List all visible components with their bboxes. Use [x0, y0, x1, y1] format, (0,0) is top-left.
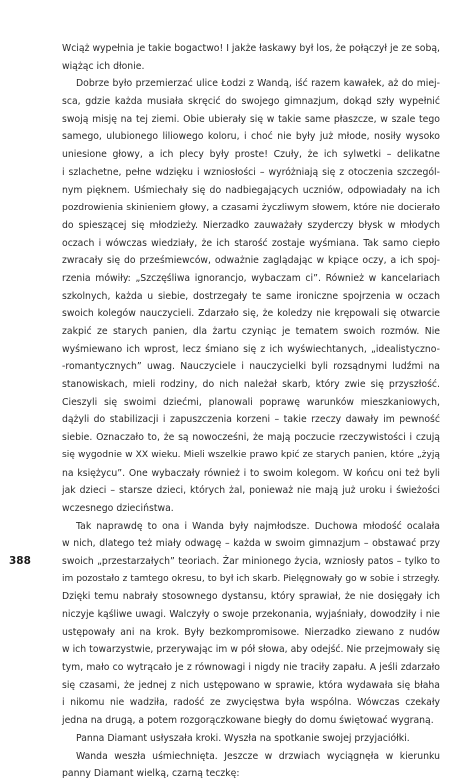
text-line: -romantycznych” uwag. Nauczyciele i nauczycielki byli rozsądnymi ludźmi na	[62, 361, 440, 373]
text-line: uniesione głowy, a ich plecy były proste! Czuły, że ich sylwetki – delikatne	[62, 149, 440, 161]
text-line: Dobrze było przemierzać ulice Łodzi z Wandą, iść razem kawałek, aż do miej-	[76, 78, 440, 90]
text-line: się wygodnie w XX wieku. Mieli wszelkie prawo kpić ze starych panien, które „żyją	[62, 449, 440, 460]
text-line: pozdrowienia skinieniem głowy, a czasami życzliwym słowem, które nie docierało	[62, 202, 440, 214]
text-line: oczach i wówczas wiedziały, że ich starość zostaje wyśmiana. Tak samo ciepło	[62, 237, 440, 249]
text-line: rzenia mówiły: „Szczęśliwa ignorancjo, wybaczam ci”. Również w kancelariach	[62, 272, 440, 284]
text-line: w ich towarzystwie, przerywając im w pół słowa, aby odejść. Nie przejmowały się	[62, 644, 440, 656]
book-page-text	[62, 40, 440, 783]
text-line: jedna na drugą, a potem rozgorączkowane biegły do domu świętować wygraną.	[62, 715, 434, 727]
text-line: wyśmiewano ich wprost, lecz śmiano się z ich wyświechtanych, „idealistyczno-	[62, 343, 440, 355]
text-line: samego, ulubionego liliowego koloru, i choć nie były już młode, nosiły wysoko	[62, 131, 440, 143]
text-line: wczesnego dzieciństwa.	[62, 502, 174, 514]
text-line: do spieszącej się młodzieży. Nierzadko zauważały szyderczy błysk w młodych	[62, 219, 440, 231]
text-line: tym, mało co wytrącało je z równowagi i nigdy nie traciły zapału. A jeśli zdarzało	[62, 662, 440, 674]
text-line: stanowiskach, mieli rodziny, do nich należał skarb, który zwie się przyszłość.	[62, 379, 440, 391]
text-line: szkolnych, każda u siebie, dostrzegały te same ironiczne spojrzenia w oczach	[62, 290, 440, 302]
text-line: wiążąc ich dłonie.	[62, 60, 145, 72]
text-line: zakpić ze starych panien, dla żartu czyniąc je tematem swoich rozmów. Nie	[62, 326, 440, 337]
text-line: im pozostało z tamtego okresu, to był ich skarb. Pielęgnowały go w sobie i strzegły.	[62, 573, 440, 584]
text-line: dążyli do stabilizacji i zapuszczenia korzeni – takie rzeczy dawały im pewność	[62, 414, 440, 426]
text-line: siebie. Oznaczało to, że są nowocześni, że mają poczucie rzeczywistości i czują	[62, 432, 440, 444]
text-line: w nich, dlatego też miały odwagę – każda w swoim gimnazjum – obstawać przy	[62, 538, 440, 550]
text-line: jak dzieci – starsze dzieci, których żal, ponieważ nie mają już uroku i świeżości	[62, 485, 440, 497]
text-line: Panna Diamant usłyszała kroki. Wyszła na spotkanie swojej przyjaciółki.	[76, 732, 410, 744]
text-line: i nikomu nie wadziła, radość ze zwycięstwa była wspólna. Wówczas czekały	[62, 697, 440, 709]
text-line: na księżycu”. One wybaczały również i to swoim kolegom. W końcu oni też byli	[62, 467, 440, 479]
text-line: Wciąż wypełnia je takie bogactwo! I jakże łaskawy był los, że połączył je ze sobą,	[62, 43, 440, 54]
text-line: zwracały się do prześmiewców, odważnie zaglądając w kpiące oczy, a ich spoj-	[62, 255, 440, 267]
text-line: się czasami, że jednej z nich ustępowano w sprawie, która wydawała się błaha	[62, 679, 440, 691]
text-line: swoich „przestarzałych” teoriach. Żar minionego życia, wzniosły patos – tylko to	[62, 555, 440, 567]
text-line: panny Diamant wielką, czarną teczkę:	[62, 768, 240, 780]
text-line: sca, gdzie każda musiała skręcić do swojego gimnazjum, dokąd szły wypełnić	[62, 96, 440, 108]
text-line: nym pięknem. Uśmiechały się do nadbiegających uczniów, odpowiadały na ich	[62, 184, 440, 196]
text-line: i szlachetne, pełne wdzięku i wzniosłości – wyróżniają się z otoczenia szczegól-	[62, 166, 440, 178]
text-line: Wanda weszła uśmiechnięta. Jeszcze w drzwiach wyciągnęła w kierunku	[76, 750, 440, 762]
text-line: niczyje kąśliwe uwagi. Walczyły o swoje przekonania, wyjaśniały, dowodziły i nie	[62, 609, 440, 620]
text-line: swoich kolegów nauczycieli. Zdarzało się, że koledzy nie krępowali się otwarcie	[62, 308, 440, 320]
text-line: Cieszyli się swoimi dziećmi, planowali poprawę warunków mieszkaniowych,	[62, 396, 440, 408]
text-line: swoją misję na tej ziemi. Obie ubierały się w takie same płaszcze, w szale tego	[62, 113, 440, 125]
text-line: ustępowały ani na krok. Były bezkompromisowe. Nierzadko ziewano z nudów	[62, 626, 440, 638]
text-line: Dzięki temu nabrały stosownego dystansu, który sprawiał, że nie dosięgały ich	[62, 591, 440, 603]
text-line: Tak naprawdę to ona i Wanda były najmłodsze. Duchowa młodość ocalała	[76, 520, 440, 532]
page-number: 388	[9, 555, 31, 567]
